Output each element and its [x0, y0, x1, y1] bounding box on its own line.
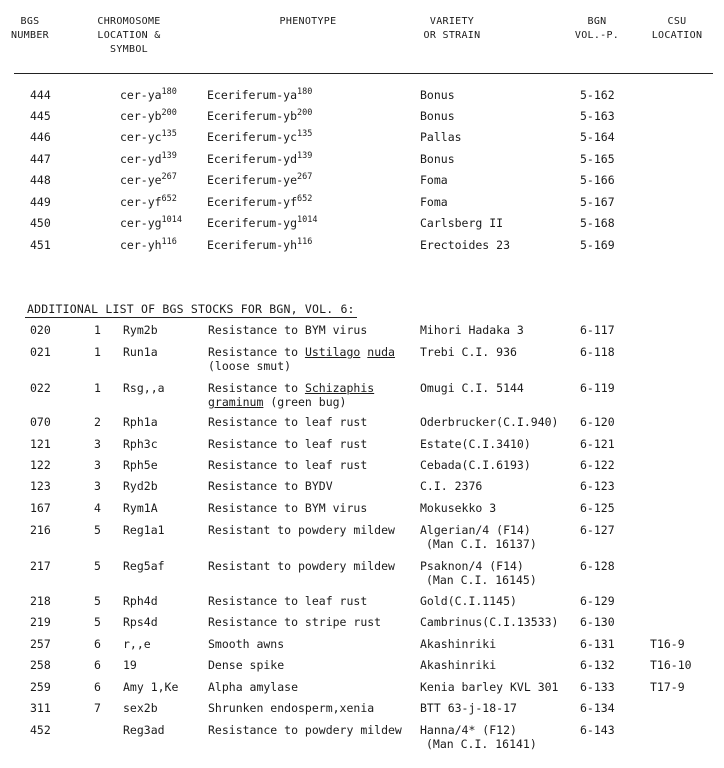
- bgn-vol-page: 6-123: [580, 479, 615, 493]
- bgs-number: 449: [30, 195, 51, 209]
- chromosome-number: 7: [94, 701, 101, 715]
- table-row: [0, 479, 724, 501]
- bgs-number: 021: [30, 345, 51, 359]
- phenotype: Eceriferum-$ye^{267}$: [207, 172, 313, 187]
- header-rule: [14, 73, 713, 74]
- header-bgn: BGN VOL.-P.: [574, 16, 620, 41]
- variety: Erectoides 23: [420, 238, 511, 252]
- phenotype: Resistance to BYM virus: [208, 323, 368, 337]
- phenotype: Resistance to leaf rust: [208, 437, 368, 451]
- table-row: [0, 323, 724, 345]
- table-row: [0, 701, 724, 723]
- bgn-vol-page: 5-167: [580, 195, 615, 209]
- phenotype: Alpha amylase: [208, 680, 299, 694]
- chromosome-number: 5: [94, 615, 101, 629]
- variety: Bonus: [420, 88, 455, 102]
- variety: Trebi C.I. 936: [420, 345, 517, 359]
- locus-symbol: Rph4d: [123, 594, 158, 608]
- bgs-number: 020: [30, 323, 51, 337]
- bgn-vol-page: 6-127: [580, 523, 615, 537]
- header-variety: VARIETY OR STRAIN: [423, 16, 481, 41]
- header-csu: CSU LOCATION: [651, 16, 703, 41]
- phenotype: Resistant to powdery mildew: [208, 523, 395, 537]
- phenotype: Resistant to powdery mildew: [208, 559, 395, 573]
- chromosome-number: 1: [94, 323, 101, 337]
- bgn-vol-page: 6-119: [580, 381, 615, 395]
- locus-symbol: cer-$ye^{267}$: [120, 172, 177, 187]
- locus-symbol: Rym2b: [123, 323, 158, 337]
- chromosome-number: 2: [94, 415, 101, 429]
- chromosome-number: 3: [94, 458, 101, 472]
- chromosome-number: 5: [94, 523, 101, 537]
- phenotype: Resistance to BYDV: [208, 479, 333, 493]
- variety: Oderbrucker(C.I.940): [420, 415, 559, 429]
- header-chromosome: CHROMOSOME LOCATION & SYMBOL: [97, 16, 161, 55]
- header-bgs-number: BGS NUMBER: [11, 16, 49, 41]
- chromosome-number: 4: [94, 501, 101, 515]
- phenotype: Eceriferum-$yd^{139}$: [207, 151, 313, 166]
- table-row: [0, 680, 724, 702]
- bgn-vol-page: 6-122: [580, 458, 615, 472]
- bgn-vol-page: 6-120: [580, 415, 615, 429]
- bgs-number: 448: [30, 173, 51, 187]
- table-row: [0, 88, 724, 110]
- bgn-vol-page: 6-131: [580, 637, 615, 651]
- locus-symbol: cer-$yf^{652}$: [120, 194, 177, 209]
- bgn-vol-page: 5-165: [580, 152, 615, 166]
- locus-symbol: 19: [123, 658, 137, 672]
- table-row: [0, 195, 724, 217]
- bgs-number: 121: [30, 437, 51, 451]
- variety: Algerian/4 (F14) (Man C.I. 16137): [420, 523, 537, 551]
- variety: Bonus: [420, 109, 455, 123]
- chromosome-number: 5: [94, 559, 101, 573]
- variety: Mihori Hadaka 3: [420, 323, 524, 337]
- table-row: [0, 637, 724, 659]
- bgn-vol-page: 6-118: [580, 345, 615, 359]
- chromosome-number: 1: [94, 345, 101, 359]
- bgs-number: 257: [30, 637, 51, 651]
- phenotype: Resistance to powdery mildew: [208, 723, 402, 737]
- bgn-vol-page: 5-168: [580, 216, 615, 230]
- variety: Kenia barley KVL 301: [420, 680, 559, 694]
- locus-symbol: sex2b: [123, 701, 158, 715]
- bgs-number: 167: [30, 501, 51, 515]
- variety: Akashinriki: [420, 637, 497, 651]
- bgs-number: 123: [30, 479, 51, 493]
- variety: Bonus: [420, 152, 455, 166]
- phenotype: Eceriferum-$yb^{200}$: [207, 108, 313, 123]
- bgs-number: 218: [30, 594, 51, 608]
- bgn-vol-page: 6-132: [580, 658, 615, 672]
- bgs-number: 022: [30, 381, 51, 395]
- table-row: [0, 594, 724, 616]
- bgn-vol-page: 6-121: [580, 437, 615, 451]
- variety: Cebada(C.I.6193): [420, 458, 531, 472]
- phenotype: Eceriferum-$yg^{1014}$: [207, 215, 318, 230]
- phenotype: Resistance to leaf rust: [208, 415, 368, 429]
- table-row: [0, 458, 724, 480]
- table-row: [0, 559, 724, 587]
- bgs-number: 451: [30, 238, 51, 252]
- bgs-number: 122: [30, 458, 51, 472]
- bgn-vol-page: 5-163: [580, 109, 615, 123]
- table-row: [0, 658, 724, 680]
- locus-symbol: Ryd2b: [123, 479, 158, 493]
- locus-symbol: Rph1a: [123, 415, 158, 429]
- phenotype: Dense spike: [208, 658, 285, 672]
- variety: Akashinriki: [420, 658, 497, 672]
- phenotype: Resistance to BYM virus: [208, 501, 368, 515]
- locus-symbol: Rps4d: [123, 615, 158, 629]
- bgs-number: 444: [30, 88, 51, 102]
- table-row: [0, 152, 724, 174]
- variety: Mokusekko 3: [420, 501, 497, 515]
- table-row: [0, 437, 724, 459]
- bgs-number: 259: [30, 680, 51, 694]
- bgn-vol-page: 6-125: [580, 501, 615, 515]
- table-row: [0, 216, 724, 238]
- table-row: [0, 238, 724, 260]
- variety: C.I. 2376: [420, 479, 483, 493]
- csu-location: T17-9: [650, 680, 685, 694]
- phenotype: Resistance to Ustilago nuda (loose smut): [208, 345, 395, 373]
- locus-symbol: Reg5af: [123, 559, 165, 573]
- chromosome-number: 1: [94, 381, 101, 395]
- chromosome-number: 3: [94, 479, 101, 493]
- phenotype: Eceriferum-$ya^{180}$: [207, 87, 313, 102]
- bgn-vol-page: 5-162: [580, 88, 615, 102]
- bgn-vol-page: 6-133: [580, 680, 615, 694]
- variety: Omugi C.I. 5144: [420, 381, 524, 395]
- table-row: [0, 523, 724, 551]
- locus-symbol: Amy 1,Ke: [123, 680, 179, 694]
- bgn-vol-page: 5-166: [580, 173, 615, 187]
- table-row: [0, 109, 724, 131]
- phenotype: Eceriferum-$yc^{135}$: [207, 129, 313, 144]
- table-row: [0, 173, 724, 195]
- chromosome-number: 5: [94, 594, 101, 608]
- bgn-vol-page: 6-117: [580, 323, 615, 337]
- bgn-vol-page: 6-128: [580, 559, 615, 573]
- locus-symbol: cer-$yc^{135}$: [120, 129, 177, 144]
- bgs-number: 445: [30, 109, 51, 123]
- locus-symbol: Rph3c: [123, 437, 158, 451]
- bgs-number: 446: [30, 130, 51, 144]
- locus-symbol: cer-$yh^{116}$: [120, 237, 177, 252]
- variety: Pallas: [420, 130, 462, 144]
- bgs-number: 450: [30, 216, 51, 230]
- phenotype: Shrunken endosperm,xenia: [208, 701, 375, 715]
- bgn-vol-page: 5-164: [580, 130, 615, 144]
- bgn-vol-page: 6-130: [580, 615, 615, 629]
- additional-list-title: ADDITIONAL LIST OF BGS STOCKS FOR BGN, VOL. 6:: [27, 302, 355, 316]
- locus-symbol: Rph5e: [123, 458, 158, 472]
- locus-symbol: cer-$yb^{200}$: [120, 108, 177, 123]
- phenotype: Resistance to leaf rust: [208, 594, 368, 608]
- table-row: [0, 415, 724, 437]
- bgs-number: 452: [30, 723, 51, 737]
- table-row: [0, 501, 724, 523]
- bgs-number: 219: [30, 615, 51, 629]
- variety: Foma: [420, 195, 448, 209]
- locus-symbol: Reg3ad: [123, 723, 165, 737]
- locus-symbol: Rym1A: [123, 501, 158, 515]
- variety: Carlsberg II: [420, 216, 504, 230]
- bgn-vol-page: 6-129: [580, 594, 615, 608]
- chromosome-number: 6: [94, 658, 101, 672]
- csu-location: T16-9: [650, 637, 685, 651]
- table-row: [0, 130, 724, 152]
- locus-symbol: r,,e: [123, 637, 151, 651]
- bgn-vol-page: 6-134: [580, 701, 615, 715]
- locus-symbol: cer-$yg^{1014}$: [120, 215, 183, 230]
- phenotype: Eceriferum-$yh^{116}$: [207, 237, 313, 252]
- table-row: [0, 615, 724, 637]
- chromosome-number: 6: [94, 637, 101, 651]
- locus-symbol: Reg1a1: [123, 523, 165, 537]
- bgn-vol-page: 5-169: [580, 238, 615, 252]
- variety: Cambrinus(C.I.13533): [420, 615, 559, 629]
- phenotype: Smooth awns: [208, 637, 285, 651]
- phenotype: Resistance to Schizaphis graminum (green bug): [208, 381, 375, 409]
- locus-symbol: Run1a: [123, 345, 158, 359]
- locus-symbol: Rsg,,a: [123, 381, 165, 395]
- table-row: [0, 723, 724, 751]
- phenotype: Resistance to stripe rust: [208, 615, 382, 629]
- chromosome-number: 6: [94, 680, 101, 694]
- table-row: [0, 345, 724, 373]
- variety: BTT 63-j-18-17: [420, 701, 517, 715]
- bgn-vol-page: 6-143: [580, 723, 615, 737]
- phenotype: Resistance to leaf rust: [208, 458, 368, 472]
- bgs-number: 311: [30, 701, 51, 715]
- variety: Estate(C.I.3410): [420, 437, 531, 451]
- locus-symbol: cer-$yd^{139}$: [120, 151, 177, 166]
- table-row: [0, 381, 724, 409]
- bgs-number: 447: [30, 152, 51, 166]
- variety: Foma: [420, 173, 448, 187]
- header-phenotype: PHENOTYPE: [279, 16, 337, 27]
- variety: Psaknon/4 (F14) (Man C.I. 16145): [420, 559, 537, 587]
- csu-location: T16-10: [650, 658, 692, 672]
- chromosome-number: 3: [94, 437, 101, 451]
- bgs-number: 258: [30, 658, 51, 672]
- bgs-number: 216: [30, 523, 51, 537]
- phenotype: Eceriferum-$yf^{652}$: [207, 194, 313, 209]
- variety: Gold(C.I.1145): [420, 594, 517, 608]
- locus-symbol: cer-$ya^{180}$: [120, 87, 177, 102]
- bgs-number: 217: [30, 559, 51, 573]
- bgs-number: 070: [30, 415, 51, 429]
- variety: Hanna/4* (F12) (Man C.I. 16141): [420, 723, 537, 751]
